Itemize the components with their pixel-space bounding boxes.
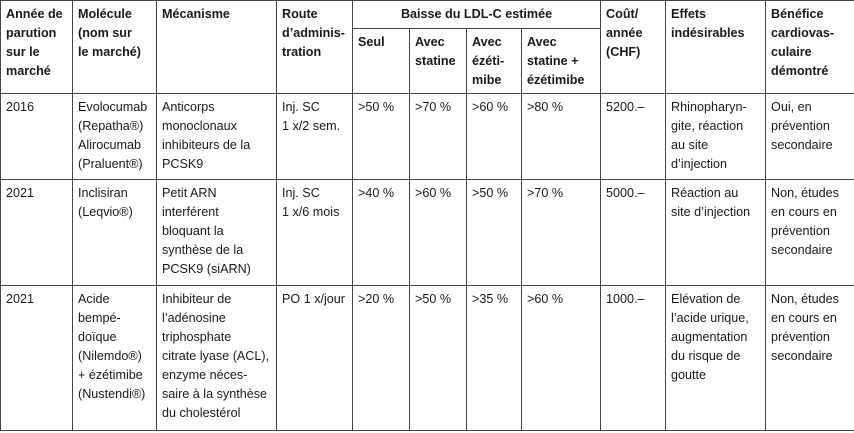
header-ldl-statin bbox=[410, 29, 467, 94]
cell-text-line: >60 % bbox=[472, 100, 509, 114]
header-row bbox=[1, 1, 854, 29]
cell-text-line: triphosphate bbox=[162, 330, 232, 345]
cell-text-line: Anticorps bbox=[162, 100, 215, 114]
cell-text-line: 2016 bbox=[6, 100, 35, 114]
cell-ldl-statin bbox=[410, 286, 467, 431]
cell-text-line: démontré bbox=[771, 64, 829, 78]
cell-text-line: Coût/ bbox=[606, 7, 639, 21]
cell-text-line: 1000.– bbox=[606, 292, 645, 307]
cell-text-line: Non, études bbox=[771, 292, 839, 307]
cell-route bbox=[277, 180, 353, 286]
cell-text-line: >50 % bbox=[472, 186, 509, 201]
cell-text-line: augmentation bbox=[671, 330, 748, 345]
cell-mechanism bbox=[157, 94, 277, 180]
cell-text-line: >35 % bbox=[472, 292, 509, 307]
cell-text-line: >50 % bbox=[415, 292, 452, 307]
cell-text-line: >60 % bbox=[415, 186, 452, 201]
cell-ldl-ezetimibe bbox=[467, 180, 522, 286]
cell-text-line: Avec bbox=[527, 35, 557, 49]
cell-text-line: Avec bbox=[472, 35, 502, 49]
cell-text-line: synthèse de la bbox=[162, 243, 244, 258]
cell-text-line: d’injection bbox=[671, 157, 728, 171]
cell-text-line: site d’injection bbox=[671, 205, 751, 220]
cell-cv-benefit bbox=[766, 94, 854, 180]
cell-text-line: le marché) bbox=[78, 45, 141, 59]
header-ldl-reduction: Baisse du LDL-C estimée bbox=[353, 1, 601, 29]
cell-side-effects bbox=[666, 286, 766, 431]
cell-text-line: + ézétimibe bbox=[78, 368, 143, 383]
cell-text-line: gite, réaction bbox=[671, 119, 744, 133]
cell-text-line: Route bbox=[282, 7, 318, 21]
cell-text-line: >70 % bbox=[415, 100, 452, 114]
cell-ldl-alone bbox=[353, 180, 410, 286]
cell-text-line: 1 x/2 sem. bbox=[282, 119, 341, 133]
cell-text-line: >60 % bbox=[527, 292, 564, 307]
cell-text-line: Inhibiteur de bbox=[162, 292, 232, 307]
cell-text-line: inhibiteurs de la bbox=[162, 138, 251, 152]
cell-text-line: en cours en bbox=[771, 311, 837, 326]
cell-cv-benefit bbox=[766, 180, 854, 286]
cell-text-line: enzyme néces- bbox=[162, 368, 248, 383]
cell-ldl-statin-ezetimibe bbox=[522, 286, 601, 431]
cell-text-line: Inclisiran bbox=[78, 186, 128, 201]
cell-text-line: ézétimibe bbox=[527, 73, 585, 87]
cell-text-line: >80 % bbox=[527, 100, 564, 114]
cell-ldl-statin-ezetimibe bbox=[522, 94, 601, 180]
cell-text-line: Inj. SC bbox=[282, 186, 320, 201]
header-year bbox=[1, 1, 73, 94]
cell-text-line: 1 x/6 mois bbox=[282, 205, 340, 220]
cell-text-line: >40 % bbox=[358, 186, 395, 201]
cell-text-line: cardiovas- bbox=[771, 26, 835, 40]
cell-text-line: >20 % bbox=[358, 292, 395, 307]
cell-text-line: mibe bbox=[472, 73, 502, 87]
cell-text-line: (Nustendi®) bbox=[78, 387, 146, 402]
cell-text-line: citrate lyase (ACL), bbox=[162, 349, 270, 364]
cell-side-effects bbox=[666, 94, 766, 180]
cell-text-line: Bénéfice bbox=[771, 7, 824, 21]
cell-text-line: bempé- bbox=[78, 311, 121, 326]
header-cost bbox=[601, 1, 666, 94]
cell-text-line: Réaction au bbox=[671, 186, 739, 201]
cell-text-line: indésirables bbox=[671, 26, 745, 40]
cell-ldl-alone bbox=[353, 94, 410, 180]
cell-year bbox=[1, 180, 73, 286]
cell-route bbox=[277, 94, 353, 180]
header-ldl-statin-ezetimibe bbox=[522, 29, 601, 94]
cell-mechanism bbox=[157, 180, 277, 286]
header-mechanism bbox=[157, 1, 277, 94]
cell-ldl-ezetimibe bbox=[467, 94, 522, 180]
cell-text-line: Non, études bbox=[771, 186, 839, 201]
header-molecule bbox=[73, 1, 157, 94]
cell-text-line: (nom sur bbox=[78, 26, 132, 40]
cell-text-line: PO 1 x/jour bbox=[282, 292, 345, 307]
cell-text-line: Effets bbox=[671, 7, 707, 21]
cell-text-line: statine bbox=[415, 54, 456, 68]
cell-text-line: prévention bbox=[771, 119, 830, 133]
cell-ldl-alone bbox=[353, 286, 410, 431]
cell-text-line: Elévation de bbox=[671, 292, 741, 307]
cell-text-line: du risque de bbox=[671, 349, 741, 364]
cell-text-line: (Repatha®) bbox=[78, 119, 144, 133]
cell-ldl-statin bbox=[410, 180, 467, 286]
cell-text-line: Alirocumab bbox=[78, 138, 141, 152]
cell-text-line: parution bbox=[6, 26, 57, 40]
cell-text-line: Evolocumab bbox=[78, 100, 148, 114]
header-ldl-alone bbox=[353, 29, 410, 94]
cell-text-line: Molécule bbox=[78, 7, 132, 21]
header-side-effects bbox=[666, 1, 766, 94]
cell-text-line: Mécanisme bbox=[162, 7, 230, 21]
cell-text-line: saire à la synthèse bbox=[162, 387, 268, 402]
cell-text-line: au site bbox=[671, 138, 709, 152]
cell-cost bbox=[601, 286, 666, 431]
cell-molecule bbox=[73, 286, 157, 431]
cell-text-line: Petit ARN bbox=[162, 186, 217, 201]
cell-text-line: bloquant la bbox=[162, 224, 224, 239]
cell-text-line: Rhinopharyn- bbox=[671, 100, 747, 114]
cell-text-line: interférent bbox=[162, 205, 219, 220]
table-row bbox=[1, 180, 854, 286]
cell-text-line: culaire bbox=[771, 45, 812, 59]
cell-text-line: goutte bbox=[671, 368, 707, 383]
cell-text-line: du cholestérol bbox=[162, 406, 241, 421]
cell-text-line: secondaire bbox=[771, 138, 833, 152]
table-row bbox=[1, 94, 854, 180]
cell-text-line: 5200.– bbox=[606, 100, 645, 114]
cell-text-line: 2021 bbox=[6, 186, 35, 201]
cell-text-line: >70 % bbox=[527, 186, 564, 201]
cell-text-line: en cours en bbox=[771, 205, 837, 220]
cell-cost bbox=[601, 94, 666, 180]
cell-text-line: d’adminis- bbox=[282, 26, 345, 40]
cell-text-line: PCSK9 bbox=[162, 157, 204, 171]
cell-text-line: prévention bbox=[771, 224, 830, 239]
cell-text-line: l’adénosine bbox=[162, 311, 226, 326]
cell-text-line: 2021 bbox=[6, 292, 35, 307]
cell-text-line: ézéti- bbox=[472, 54, 505, 68]
header-route bbox=[277, 1, 353, 94]
cell-text-line: tration bbox=[282, 45, 322, 59]
cell-molecule bbox=[73, 180, 157, 286]
cell-text-line: Inj. SC bbox=[282, 100, 320, 114]
cell-text-line: Année de bbox=[6, 7, 63, 21]
cell-mechanism bbox=[157, 286, 277, 431]
cell-molecule bbox=[73, 94, 157, 180]
cell-text-line: monoclonaux bbox=[162, 119, 237, 133]
cell-text-line: PCSK9 (siARN) bbox=[162, 262, 251, 277]
cell-cv-benefit bbox=[766, 286, 854, 431]
cell-ldl-statin bbox=[410, 94, 467, 180]
cell-text-line: >50 % bbox=[358, 100, 395, 114]
cell-text-line: (CHF) bbox=[606, 45, 641, 59]
header-ldl-ezetimibe bbox=[467, 29, 522, 94]
cell-text-line: marché bbox=[6, 64, 51, 78]
cell-text-line: statine + bbox=[527, 54, 579, 68]
cell-text-line: (Praluent®) bbox=[78, 157, 143, 171]
cell-text-line: Acide bbox=[78, 292, 110, 307]
cell-text-line: Avec bbox=[415, 35, 445, 49]
cell-ldl-ezetimibe bbox=[467, 286, 522, 431]
header-cv-benefit bbox=[766, 1, 854, 94]
cell-route bbox=[277, 286, 353, 431]
cell-text-line: année bbox=[606, 26, 643, 40]
cell-text-line: sur le bbox=[6, 45, 40, 59]
table-row bbox=[1, 286, 854, 431]
cell-text-line: (Leqvio®) bbox=[78, 205, 133, 220]
cell-cost bbox=[601, 180, 666, 286]
cell-ldl-statin-ezetimibe bbox=[522, 180, 601, 286]
cell-text-line: (Nilemdo®) bbox=[78, 349, 142, 364]
cell-text-line: secondaire bbox=[771, 349, 833, 364]
cell-year bbox=[1, 94, 73, 180]
cell-text-line: doïque bbox=[78, 330, 117, 345]
cell-text-line: prévention bbox=[771, 330, 830, 345]
cell-text-line: secondaire bbox=[771, 243, 833, 258]
cell-side-effects bbox=[666, 180, 766, 286]
cell-text-line: l’acide urique, bbox=[671, 311, 749, 326]
cell-text-line: 5000.– bbox=[606, 186, 645, 201]
cell-text-line: Oui, en bbox=[771, 100, 812, 114]
cell-text-line: Seul bbox=[358, 35, 385, 49]
cell-year bbox=[1, 286, 73, 431]
